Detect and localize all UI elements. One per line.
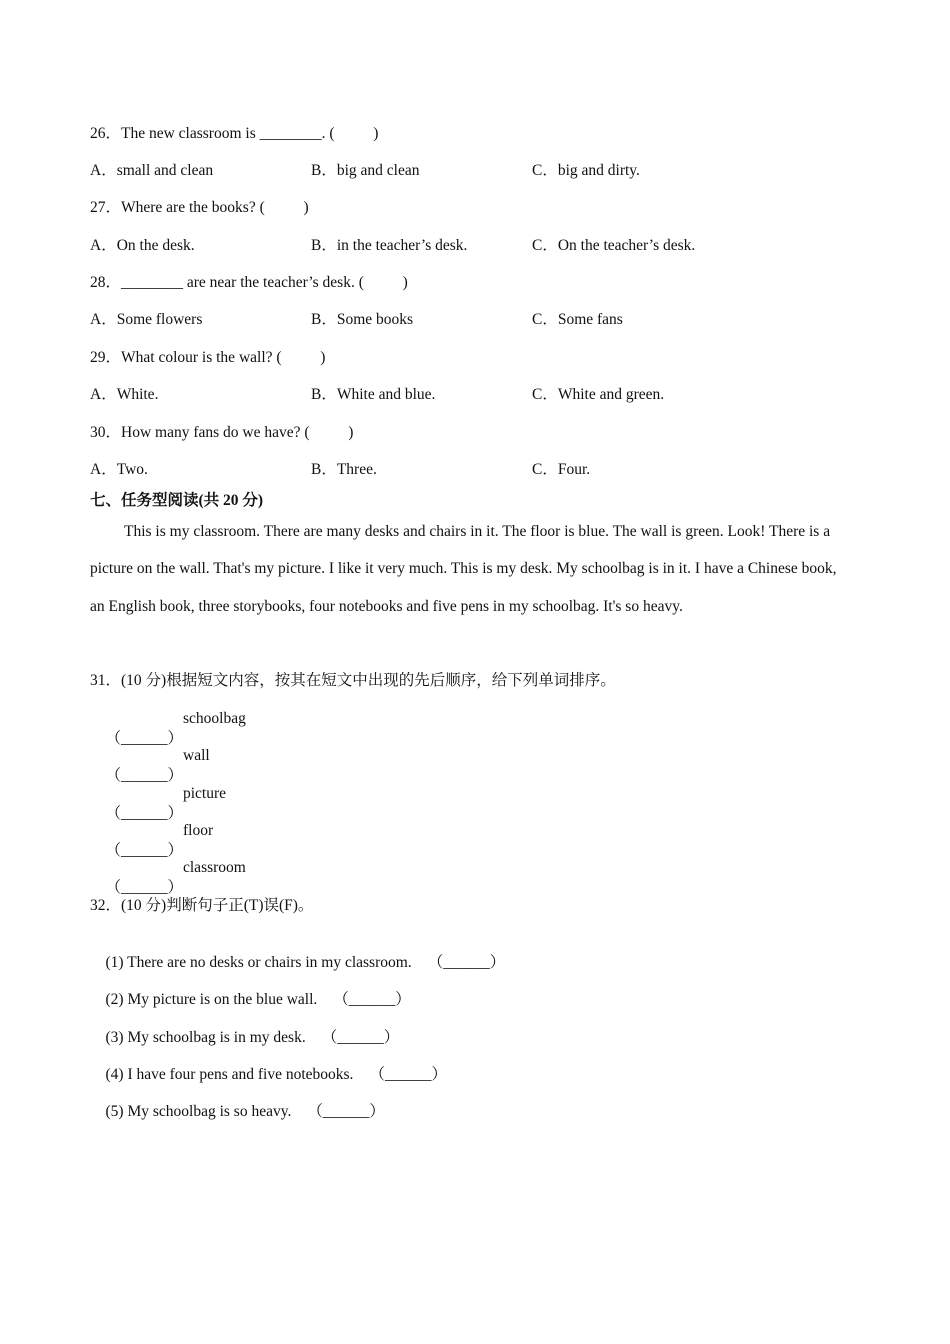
tf-statement-5: (5) My schoolbag is so heavy.: [105, 1103, 292, 1120]
question-30-option-a: A．Two.: [90, 461, 148, 478]
question-29-options: [90, 385, 850, 405]
question-32-instruction: 32．(10 分)判断句子正(T)误(F)。: [90, 897, 314, 914]
tf-blank-5[interactable]: （______）: [307, 1103, 385, 1120]
tf-blank-4[interactable]: （______）: [369, 1066, 447, 1083]
order-blank-4[interactable]: （______）: [105, 842, 184, 859]
order-word-3: picture: [183, 785, 227, 802]
question-27-option-a: A．On the desk.: [90, 237, 195, 254]
question-26-options: [90, 161, 850, 181]
tf-statement-1: (1) There are no desks or chairs in my classroom.: [105, 954, 412, 971]
order-word-1: schoolbag: [183, 710, 246, 727]
question-27-options: [90, 236, 850, 256]
reading-passage: This is my classroom. There are many desks and chairs in it. The floor is blue. The wall is green. Look! There is a picture on the wall. That's my picture. I like it very much. This is my desk. My schoolbag is in it. I have a Chinese book, an English book, three storybooks, four notebooks and five pens in my schoolbag. It's so heavy.: [90, 523, 837, 615]
question-26-option-a: A．small and clean: [90, 162, 214, 179]
question-28-stem: 28．________ are near the teacher’s desk. ( ): [90, 274, 408, 291]
order-word-5: classroom: [183, 859, 246, 876]
question-28-option-c: C．Some fans: [532, 311, 623, 328]
question-28-option-a: A．Some flowers: [90, 311, 203, 328]
section-7-heading: 七、任务型阅读(共 20 分): [90, 492, 264, 509]
tf-item-5: [90, 1082, 385, 1142]
question-26-stem: 26．The new classroom is ________. ( ): [90, 125, 379, 142]
question-27-stem: 27．Where are the books? ( ): [90, 199, 309, 216]
order-item-3: [90, 784, 227, 822]
question-29-option-a: A．White.: [90, 386, 159, 403]
order-blank-1[interactable]: （______）: [105, 730, 184, 747]
tf-blank-2[interactable]: （______）: [333, 991, 411, 1008]
question-28-option-b: B．Some books: [311, 311, 414, 328]
question-29-option-c: C．White and green.: [532, 386, 665, 403]
order-word-2: wall: [183, 747, 210, 764]
question-30-options: [90, 460, 850, 480]
order-item-1: [90, 709, 246, 747]
order-item-2: [90, 746, 210, 784]
order-blank-3[interactable]: （______）: [105, 805, 184, 822]
question-27-option-b: B．in the teacher’s desk.: [311, 237, 468, 254]
tf-blank-1[interactable]: （______）: [427, 954, 506, 971]
tf-statement-4: (4) I have four pens and five notebooks.: [105, 1066, 354, 1083]
tf-statement-3: (3) My schoolbag is in my desk.: [105, 1029, 306, 1046]
question-26-option-c: C．big and dirty.: [532, 162, 640, 179]
tf-blank-3[interactable]: （______）: [321, 1029, 400, 1046]
question-30-option-c: C．Four.: [532, 461, 591, 478]
order-blank-5[interactable]: （______）: [105, 879, 184, 896]
question-28-options: [90, 310, 850, 330]
question-27-option-c: C．On the teacher’s desk.: [532, 237, 696, 254]
order-item-5: [90, 858, 246, 896]
order-item-4: [90, 821, 214, 859]
question-30-stem: 30．How many fans do we have? ( ): [90, 424, 354, 441]
order-blank-2[interactable]: （______）: [105, 767, 184, 784]
question-26-option-b: B．big and clean: [311, 162, 420, 179]
question-30-option-b: B．Three.: [311, 461, 377, 478]
order-word-4: floor: [183, 822, 214, 839]
question-31-instruction: 31．(10 分)根据短文内容，按其在短文中出现的先后顺序，给下列单词排序。: [90, 672, 616, 689]
question-29-option-b: B．White and blue.: [311, 386, 436, 403]
question-29-stem: 29．What colour is the wall? ( ): [90, 349, 326, 366]
tf-statement-2: (2) My picture is on the blue wall.: [105, 991, 318, 1008]
